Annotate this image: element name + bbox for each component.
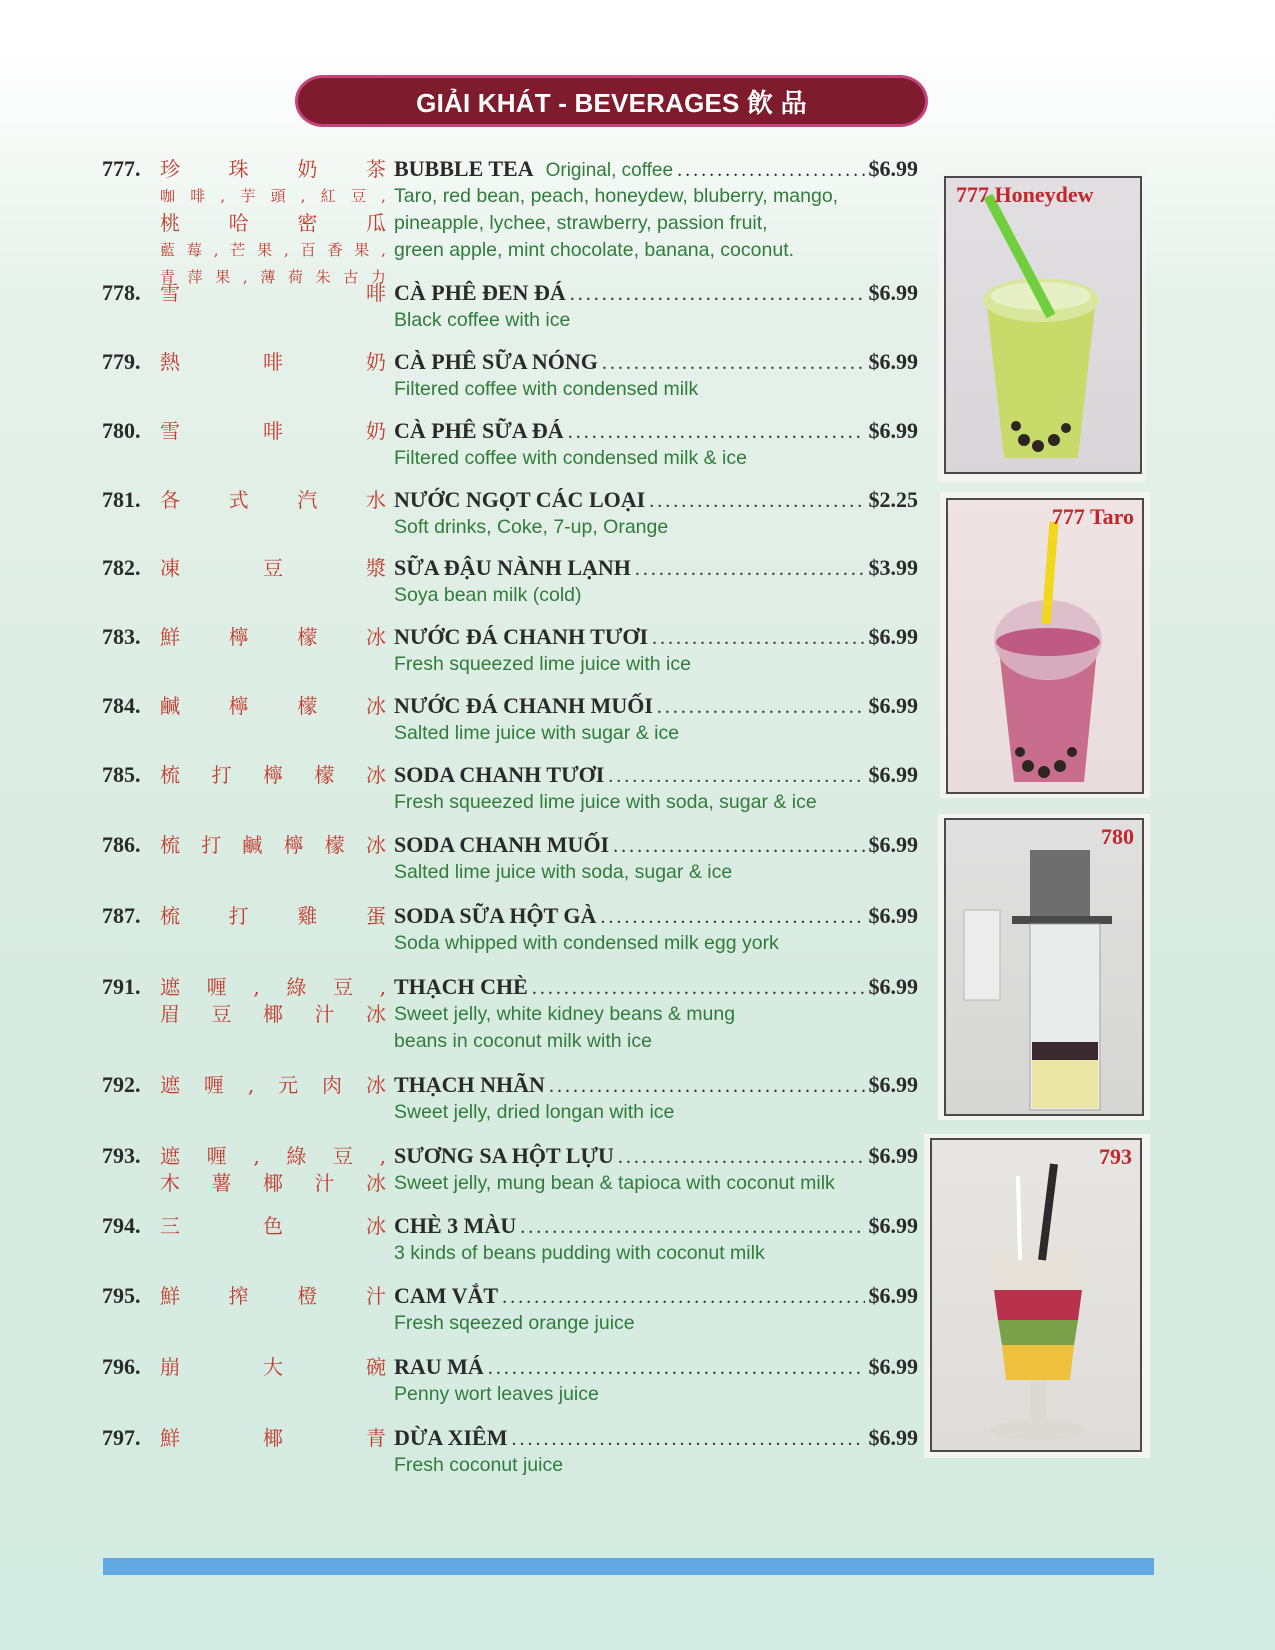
leader-dots [568, 421, 865, 444]
chinese-char: 蛋 [365, 904, 386, 928]
item-number: 791. [102, 974, 141, 999]
chinese-char: 冰 [366, 1171, 386, 1195]
leader-dots [511, 1428, 864, 1451]
chinese-char: 鹹 [160, 694, 180, 718]
chinese-name [160, 555, 386, 582]
item-number: 795. [102, 1283, 141, 1308]
chinese-char: 冰 [366, 1214, 386, 1238]
chinese-char: 古 [343, 268, 359, 286]
chinese-name [160, 349, 386, 376]
chinese-char: 鮮 [160, 1426, 180, 1450]
leader-dots [618, 1146, 865, 1169]
item-details [394, 280, 918, 334]
leader-dots [657, 696, 865, 719]
chinese-char: 各 [160, 488, 180, 512]
item-details [394, 555, 918, 609]
item-description: green apple, mint chocolate, banana, coconut. [394, 239, 795, 261]
chinese-char: 鮮 [160, 1284, 180, 1308]
item-details [394, 418, 918, 472]
chinese-char: 遮 [160, 1144, 180, 1168]
chinese-char: 奶 [366, 419, 386, 443]
item-description: Fresh coconut juice [394, 1454, 564, 1476]
leader-dots [635, 558, 865, 581]
chinese-name [160, 487, 386, 514]
chinese-char: 冰 [366, 763, 386, 787]
chinese-char: 百 [300, 241, 316, 259]
chinese-char: 汁 [314, 1171, 335, 1195]
leader-dots [613, 835, 864, 858]
chinese-char: 豆 [332, 1144, 353, 1168]
chinese-name [160, 1143, 386, 1197]
item-price: $6.99 [868, 693, 918, 718]
item-title: SODA CHANH MUỐI [394, 832, 610, 857]
item-price: $6.99 [868, 832, 918, 857]
chinese-char: 薄 [260, 268, 276, 286]
item-details [394, 1425, 918, 1479]
chinese-char: 哈 [228, 211, 249, 235]
chinese-char: 檸 [283, 833, 304, 857]
chinese-char: 元 [278, 1073, 299, 1097]
chinese-char: 檬 [324, 833, 345, 857]
photo-label: 777 Honeydew [956, 182, 1094, 207]
item-price: $6.99 [868, 156, 918, 181]
chinese-char: , [253, 975, 260, 999]
chinese-char: 喱 [203, 1073, 224, 1097]
chinese-name [160, 903, 386, 930]
chinese-char: , [283, 241, 289, 259]
chinese-char: 眉 [160, 1002, 180, 1026]
chinese-char: 薯 [211, 1171, 232, 1195]
item-details [394, 693, 918, 747]
leader-dots [677, 159, 864, 182]
item-number: 778. [102, 280, 141, 305]
item-details [394, 156, 918, 264]
chinese-char: 果 [215, 268, 231, 286]
item-title: RAU MÁ [394, 1354, 484, 1379]
chinese-char: 珍 [160, 157, 180, 181]
chinese-char: 荷 [287, 268, 303, 286]
item-details [394, 487, 918, 541]
chinese-char: 雞 [297, 904, 318, 928]
chinese-char: 珠 [228, 157, 249, 181]
leader-dots [549, 1075, 865, 1098]
chinese-char: 椰 [263, 1426, 283, 1450]
item-title: SƯƠNG SA HỘT LỰU [394, 1143, 614, 1168]
chinese-char: 桃 [160, 211, 180, 235]
item-description: Sweet jelly, mung bean & tapioca with coconut milk [394, 1172, 835, 1194]
item-description: 3 kinds of beans pudding with coconut milk [394, 1242, 765, 1264]
chinese-char: , [381, 241, 386, 259]
chinese-name [160, 418, 386, 445]
item-description: Fresh squeezed lime juice with ice [394, 653, 691, 675]
item-price: $6.99 [868, 903, 918, 928]
item-number: 779. [102, 349, 141, 374]
item-details [394, 1143, 918, 1197]
chinese-char: 頭 [270, 187, 286, 205]
item-details [394, 1354, 918, 1408]
item-title: NƯỚC NGỌT CÁC LOẠI [394, 487, 646, 512]
leader-dots [532, 977, 865, 1000]
chinese-char: 啡 [190, 187, 206, 205]
item-price: $6.99 [868, 624, 918, 649]
chinese-char: 汁 [365, 1284, 386, 1308]
chinese-name [160, 693, 386, 720]
photo-label: 780 [1101, 824, 1134, 849]
parfait-drink-icon [932, 1140, 1142, 1452]
chinese-char: , [242, 268, 248, 286]
item-details [394, 1072, 918, 1126]
item-details [394, 832, 918, 886]
chinese-char: 遮 [160, 975, 180, 999]
chinese-char: 橙 [297, 1284, 318, 1308]
chinese-char: , [300, 187, 306, 205]
item-details [394, 349, 918, 403]
chinese-char: 喱 [206, 1144, 227, 1168]
chinese-char: 梳 [160, 763, 180, 787]
item-number: 786. [102, 832, 141, 857]
leader-dots [600, 906, 864, 929]
chinese-char: 萍 [187, 268, 203, 286]
coffee-filter-icon [946, 820, 1144, 1116]
chinese-char: 青 [160, 268, 176, 286]
chinese-char: 芒 [230, 241, 246, 259]
chinese-char: 崩 [160, 1355, 180, 1379]
chinese-name [160, 1213, 386, 1240]
chinese-char: 莓 [186, 241, 202, 259]
taro-drink-icon [948, 500, 1144, 794]
chinese-char: 漿 [366, 556, 386, 580]
leader-dots [520, 1216, 864, 1239]
item-details [394, 974, 918, 1055]
item-title: BUBBLE TEA [394, 156, 534, 181]
chinese-char: 打 [211, 763, 232, 787]
item-title: SỮA ĐẬU NÀNH LẠNH [394, 555, 631, 580]
chinese-char: 啡 [366, 281, 386, 305]
chinese-char: 檬 [297, 625, 318, 649]
item-price: $6.99 [868, 1283, 918, 1308]
chinese-char: 冰 [365, 625, 386, 649]
chinese-char: 鹹 [242, 833, 263, 857]
item-price: $3.99 [868, 555, 918, 580]
item-description: Fresh squeezed lime juice with soda, sugar & ice [394, 791, 817, 813]
item-description: Sweet jelly, dried longan with ice [394, 1101, 675, 1123]
item-description: Black coffee with ice [394, 309, 571, 331]
item-description: Salted lime juice with sugar & ice [394, 722, 680, 744]
item-title: THẠCH NHÃN [394, 1072, 545, 1097]
item-price: $6.99 [868, 418, 918, 443]
leader-dots [652, 627, 864, 650]
item-description: Soft drinks, Coke, 7-up, Orange [394, 516, 669, 538]
item-number: 787. [102, 903, 141, 928]
item-number: 796. [102, 1354, 141, 1379]
chinese-char: 肉 [322, 1073, 343, 1097]
item-price: $6.99 [868, 280, 918, 305]
chinese-char: 茶 [365, 157, 386, 181]
chinese-char: 芋 [240, 187, 256, 205]
chinese-char: 咖 [160, 187, 176, 205]
chinese-char: 色 [263, 1214, 283, 1238]
item-description: Filtered coffee with condensed milk & ice [394, 447, 747, 469]
chinese-char: 冰 [366, 1002, 386, 1026]
chinese-char: 啡 [263, 419, 283, 443]
chinese-char: 椰 [263, 1171, 283, 1195]
chinese-char: 力 [370, 268, 386, 286]
chinese-char: 檬 [314, 763, 335, 787]
item-details [394, 903, 918, 957]
item-title: NƯỚC ĐÁ CHANH MUỐI [394, 693, 653, 718]
chinese-name [160, 1283, 386, 1310]
section-header [295, 75, 928, 127]
item-description: Fresh sqeezed orange juice [394, 1312, 635, 1334]
chinese-char: 梳 [160, 833, 180, 857]
item-price: $6.99 [868, 1354, 918, 1379]
chinese-char: 密 [297, 211, 318, 235]
chinese-char: 冰 [365, 833, 386, 857]
chinese-char: 打 [201, 833, 222, 857]
item-number: 797. [102, 1425, 141, 1450]
chinese-char: 雪 [160, 419, 180, 443]
item-number: 782. [102, 555, 141, 580]
chinese-char: 碗 [366, 1355, 386, 1379]
chinese-char: 熱 [160, 350, 180, 374]
photo-793 [930, 1138, 1142, 1452]
section-title: GIẢI KHÁT - BEVERAGES 飲 品 [416, 87, 807, 118]
item-number: 792. [102, 1072, 141, 1097]
item-title-desc: Original, coffee [545, 160, 674, 181]
chinese-char: 檸 [228, 694, 249, 718]
chinese-char: 瓜 [365, 211, 386, 235]
item-price: $6.99 [868, 1072, 918, 1097]
chinese-char: 豆 [350, 187, 366, 205]
chinese-name [160, 762, 386, 789]
chinese-char: 打 [228, 904, 249, 928]
item-number: 780. [102, 418, 141, 443]
chinese-char: 檸 [263, 763, 283, 787]
item-title: CÀ PHÊ SỮA ĐÁ [394, 418, 564, 443]
leader-dots [502, 1286, 864, 1309]
chinese-char: 果 [257, 241, 273, 259]
photo-label: 793 [1099, 1144, 1132, 1169]
item-title: CHÈ 3 MÀU [394, 1213, 517, 1238]
item-number: 777. [102, 156, 141, 181]
chinese-char: , [379, 1144, 386, 1168]
item-details [394, 762, 918, 816]
item-price: $6.99 [868, 1143, 918, 1168]
item-number: 783. [102, 624, 141, 649]
chinese-char: 式 [228, 488, 249, 512]
leader-dots [570, 283, 865, 306]
chinese-name [160, 1072, 386, 1099]
chinese-char: 藍 [160, 241, 176, 259]
chinese-char: 綠 [286, 1144, 307, 1168]
photo-780 [944, 818, 1144, 1116]
footer-bar [103, 1558, 1154, 1575]
item-number: 785. [102, 762, 141, 787]
item-number: 793. [102, 1143, 141, 1168]
chinese-char: , [379, 975, 386, 999]
item-description: pineapple, lychee, strawberry, passion fruit, [394, 212, 768, 234]
chinese-char: 檬 [297, 694, 318, 718]
item-price: $6.99 [868, 762, 918, 787]
item-description: Salted lime juice with soda, sugar & ice [394, 861, 733, 883]
chinese-char: 汽 [297, 488, 318, 512]
chinese-char: , [253, 1144, 260, 1168]
item-title: SODA SỮA HỘT GÀ [394, 903, 597, 928]
chinese-name [160, 624, 386, 651]
photo-taro [946, 498, 1144, 794]
chinese-char: 遮 [160, 1073, 180, 1097]
item-title: NƯỚC ĐÁ CHANH TƯƠI [394, 624, 649, 649]
item-number: 794. [102, 1213, 141, 1238]
chinese-char: 汁 [314, 1002, 335, 1026]
chinese-char: 喱 [206, 975, 227, 999]
chinese-name [160, 156, 386, 291]
chinese-name [160, 832, 386, 859]
chinese-char: 豆 [211, 1002, 232, 1026]
chinese-char: 凍 [160, 556, 180, 580]
item-description: Soda whipped with condensed milk egg york [394, 932, 779, 954]
chinese-name [160, 280, 386, 307]
item-price: $6.99 [868, 1425, 918, 1450]
chinese-char: 朱 [315, 268, 331, 286]
item-description: Taro, red bean, peach, honeydew, bluberry, mango, [394, 185, 839, 207]
item-price: $6.99 [868, 974, 918, 999]
item-title: DỪA XIÊM [394, 1425, 508, 1450]
chinese-char: 香 [327, 241, 343, 259]
leader-dots [608, 765, 864, 788]
chinese-char: 奶 [366, 350, 386, 374]
chinese-char: 鮮 [160, 625, 180, 649]
chinese-char: 梳 [160, 904, 180, 928]
item-details [394, 1213, 918, 1267]
chinese-char: 水 [365, 488, 386, 512]
item-number: 781. [102, 487, 141, 512]
item-title: THẠCH CHÈ [394, 974, 528, 999]
item-title: SODA CHANH TƯƠI [394, 762, 605, 787]
chinese-name [160, 1425, 386, 1452]
chinese-char: 果 [354, 241, 370, 259]
chinese-char: 大 [263, 1355, 283, 1379]
item-price: $2.25 [868, 487, 918, 512]
photo-honeydew [944, 176, 1142, 474]
chinese-name [160, 974, 386, 1028]
item-title: CAM VẮT [394, 1283, 499, 1308]
item-description: Filtered coffee with condensed milk [394, 378, 699, 400]
item-description: Penny wort leaves juice [394, 1383, 599, 1405]
chinese-char: 奶 [297, 157, 318, 181]
photo-label: 777 Taro [1051, 504, 1134, 529]
item-details [394, 624, 918, 678]
chinese-char: , [381, 187, 386, 205]
item-price: $6.99 [868, 349, 918, 374]
chinese-char: 檸 [228, 625, 249, 649]
leader-dots [602, 352, 865, 375]
chinese-char: 紅 [320, 187, 336, 205]
chinese-char: 三 [160, 1214, 180, 1238]
chinese-char: 雪 [160, 281, 180, 305]
chinese-char: 豆 [332, 975, 353, 999]
item-number: 784. [102, 693, 141, 718]
chinese-char: 啡 [263, 350, 283, 374]
chinese-char: 青 [366, 1426, 386, 1450]
chinese-char: 椰 [263, 1002, 283, 1026]
chinese-name [160, 1354, 386, 1381]
item-details [394, 1283, 918, 1337]
item-description: beans in coconut milk with ice [394, 1030, 652, 1052]
leader-dots [488, 1357, 865, 1380]
honeydew-drink-icon [946, 178, 1142, 474]
item-price: $6.99 [868, 1213, 918, 1238]
item-description: Soya bean milk (cold) [394, 584, 582, 606]
chinese-char: , [213, 241, 219, 259]
chinese-char: 綠 [286, 975, 307, 999]
chinese-char: , [220, 187, 226, 205]
chinese-char: 豆 [263, 556, 283, 580]
item-title: CÀ PHÊ SỮA NÓNG [394, 349, 598, 374]
chinese-char: 木 [160, 1171, 180, 1195]
leader-dots [649, 490, 864, 513]
chinese-char: 冰 [365, 694, 386, 718]
chinese-char: 冰 [365, 1073, 386, 1097]
chinese-char: , [247, 1073, 255, 1097]
chinese-char: 搾 [228, 1284, 249, 1308]
item-description: Sweet jelly, white kidney beans & mung [394, 1003, 736, 1025]
item-title: CÀ PHÊ ĐEN ĐÁ [394, 280, 566, 305]
